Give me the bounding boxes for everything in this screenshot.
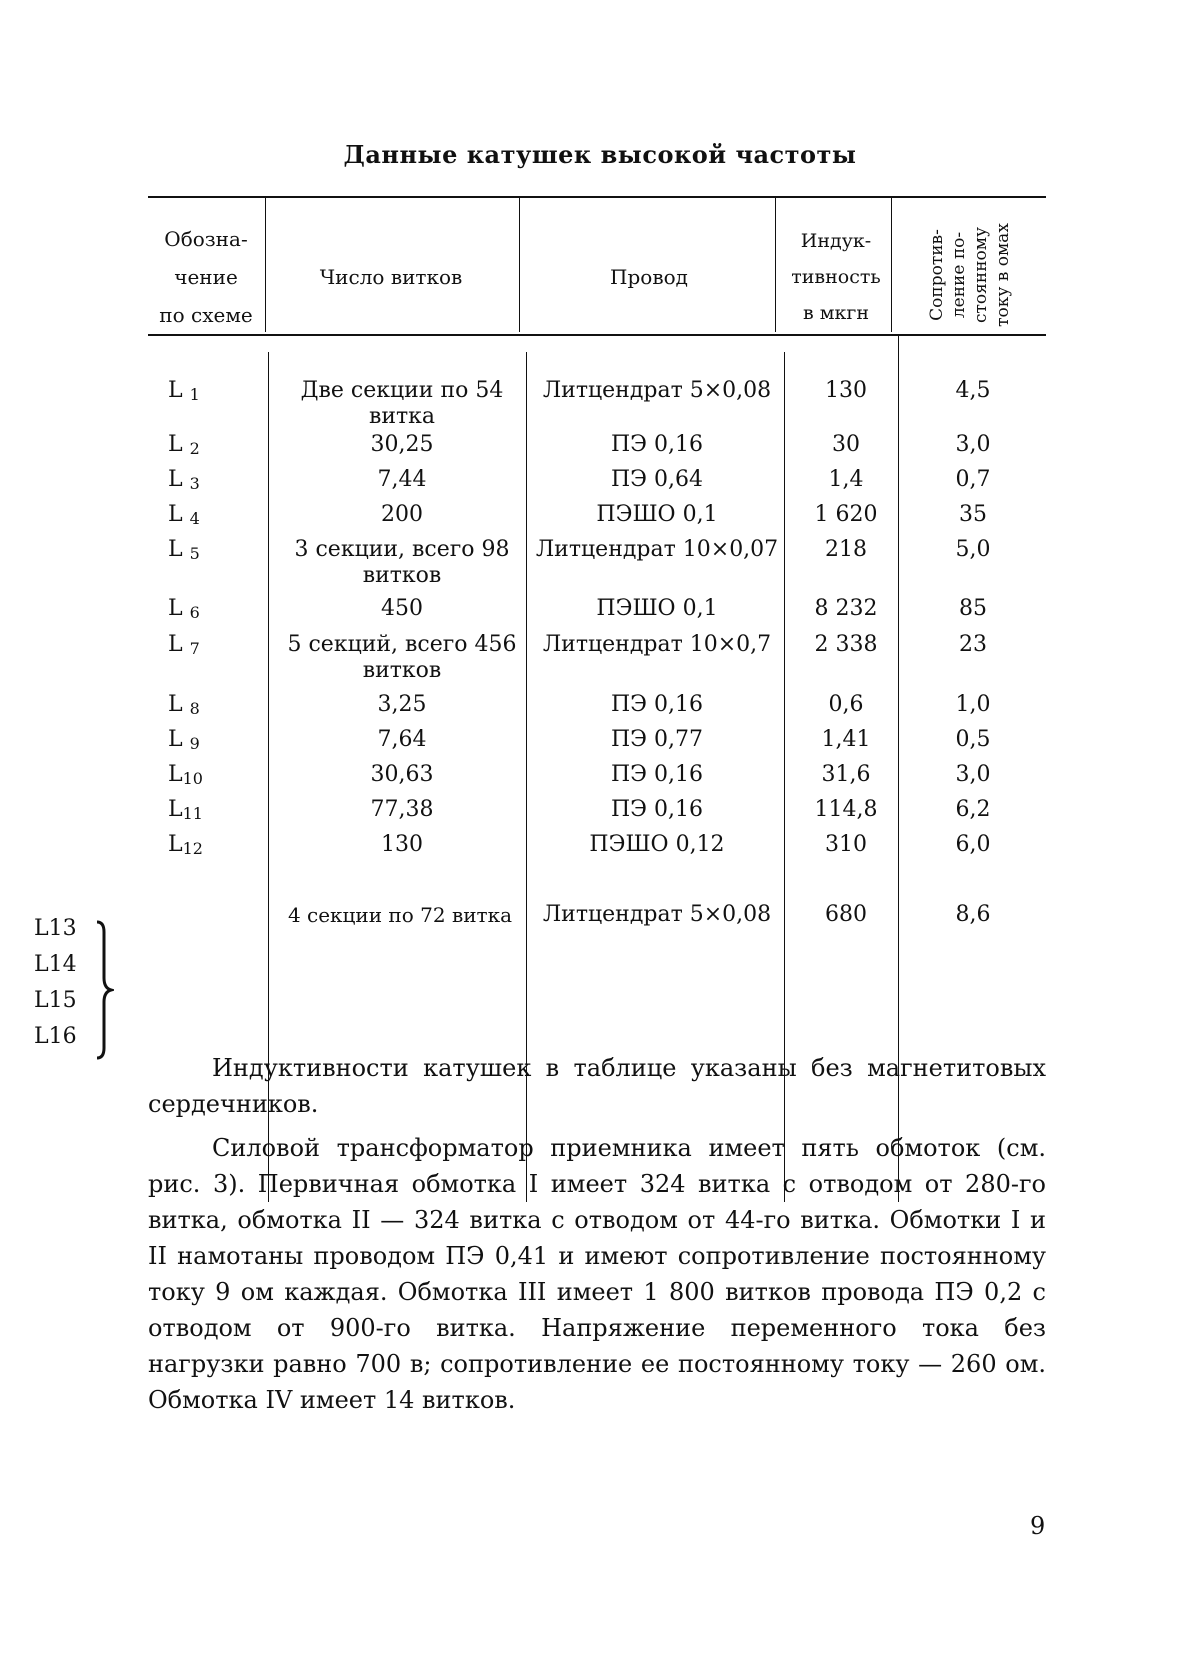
body-text <box>148 1050 1046 1418</box>
table-title: Данные катушек высокой частоты <box>343 140 857 169</box>
inductance-cell: 2 338 <box>814 632 878 657</box>
header-inductance: Индук- тивность в мкгн <box>791 230 881 324</box>
resistance-cell: 8,6 <box>955 902 991 927</box>
header-divider-2 <box>519 198 520 332</box>
coil-label: L 1 <box>168 378 200 404</box>
header-turns: Число витков <box>319 265 463 289</box>
resistance-cell: 6,0 <box>955 832 991 857</box>
coil-label: L 4 <box>168 502 200 528</box>
turns-cell: 30,25 <box>370 432 434 457</box>
resistance-cell: 5,0 <box>955 537 991 562</box>
turns-cell: 77,38 <box>370 797 434 822</box>
resistance-cell: 0,7 <box>955 467 991 492</box>
header-resistance-text: Сопротив- ление по- стоянному току в омах <box>927 223 1013 327</box>
resistance-cell: 1,0 <box>955 692 991 717</box>
coil-label: L 2 <box>168 432 200 458</box>
header-divider-4 <box>891 198 892 332</box>
inductance-cell: 8 232 <box>814 596 878 621</box>
header-wire: Провод <box>610 265 688 289</box>
turns-cell: Две секции по 54 витка <box>300 378 504 429</box>
header-bottom-rule <box>148 334 1046 336</box>
paragraph: Индуктивности катушек в таблице указаны без магнетитовых сердечников. <box>148 1054 1046 1118</box>
coil-label: L 8 <box>168 692 200 718</box>
wire-cell: ПЭ 0,77 <box>611 727 703 752</box>
wire-cell: ПЭ 0,64 <box>611 467 703 492</box>
page-number: 9 <box>1030 1512 1046 1540</box>
resistance-cell: 85 <box>959 596 987 621</box>
resistance-cell: 35 <box>959 502 987 527</box>
resistance-cell: 4,5 <box>955 378 991 403</box>
wire-cell: Литцендрат 5×0,08 <box>542 378 772 403</box>
coil-label: L 5 <box>168 537 200 563</box>
wire-cell: ПЭШО 0,1 <box>596 502 718 527</box>
turns-cell: 3 секции, всего 98 витков <box>294 537 510 588</box>
inductance-cell: 114,8 <box>814 797 878 822</box>
inductance-cell: 1,4 <box>828 467 864 492</box>
resistance-cell: 6,2 <box>955 797 991 822</box>
header-designation: Обозна- чение по схеме <box>159 227 253 327</box>
coil-label: L16 <box>34 1024 77 1049</box>
header-divider-3 <box>775 198 776 332</box>
coil-group-labels <box>34 916 124 1066</box>
wire-cell: ПЭШО 0,12 <box>589 832 725 857</box>
right-brace-icon <box>94 920 114 1060</box>
inductance-cell: 31,6 <box>821 762 871 787</box>
wire-cell: Литцендрат 10×0,7 <box>542 632 772 657</box>
inductance-cell: 680 <box>825 902 867 927</box>
resistance-cell: 23 <box>959 632 987 657</box>
paragraph: Силовой трансформатор приемника имеет пять обмоток (см. рис. 3). Первичная обмотка I имеет 324 витка с отводом от 280-го витка, обмотка II — 324 витка с отводом от 44-го витка. Обмотки I и II намотаны проводом ПЭ 0,41 и имеют сопротивление постоянному току 9 ом каждая. Обмотка III имеет 1 800 витков провода ПЭ 0,2 с отводом от 900-го витка. Напряжение переменного тока без нагрузки равно 700 в; сопротивление ее постоянному току — 260 ом. Обмотка IV имеет 14 витков. <box>148 1134 1046 1414</box>
turns-cell: 7,44 <box>377 467 427 492</box>
coil-label: L 7 <box>168 632 200 658</box>
wire-cell: Литцендрат 10×0,07 <box>535 537 779 562</box>
coil-label: L15 <box>34 988 77 1013</box>
coil-label: L 3 <box>168 467 200 493</box>
resistance-cell: 0,5 <box>955 727 991 752</box>
header-divider-1 <box>265 198 266 332</box>
wire-cell: ПЭ 0,16 <box>611 797 703 822</box>
coil-label: L11 <box>168 797 203 823</box>
coil-label: L12 <box>168 832 203 858</box>
turns-cell: 450 <box>381 596 423 621</box>
resistance-cell: 3,0 <box>955 432 991 457</box>
wire-cell: Литцендрат 5×0,08 <box>542 902 772 927</box>
resistance-cell: 3,0 <box>955 762 991 787</box>
inductance-cell: 130 <box>825 378 867 403</box>
header-resistance <box>894 200 1046 350</box>
turns-cell: 5 секций, всего 456 витков <box>287 632 517 683</box>
wire-cell: ПЭШО 0,1 <box>596 596 718 621</box>
turns-cell: 130 <box>381 832 423 857</box>
turns-cell: 4 секции по 72 витка <box>287 903 513 927</box>
coil-label: L14 <box>34 952 77 977</box>
coil-label: L 6 <box>168 596 200 622</box>
turns-cell: 3,25 <box>377 692 427 717</box>
turns-cell: 30,63 <box>370 762 434 787</box>
table-top-rule <box>148 196 1046 198</box>
wire-cell: ПЭ 0,16 <box>611 432 703 457</box>
turns-cell: 200 <box>381 502 423 527</box>
coil-label: L 9 <box>168 727 200 753</box>
wire-cell: ПЭ 0,16 <box>611 692 703 717</box>
coil-label: L13 <box>34 916 77 941</box>
inductance-cell: 310 <box>825 832 867 857</box>
wire-cell: ПЭ 0,16 <box>611 762 703 787</box>
inductance-cell: 30 <box>832 432 860 457</box>
inductance-cell: 1 620 <box>814 502 878 527</box>
inductance-cell: 0,6 <box>828 692 864 717</box>
coil-label: L10 <box>168 762 203 788</box>
turns-cell: 7,64 <box>377 727 427 752</box>
inductance-cell: 218 <box>825 537 867 562</box>
inductance-cell: 1,41 <box>821 727 871 752</box>
